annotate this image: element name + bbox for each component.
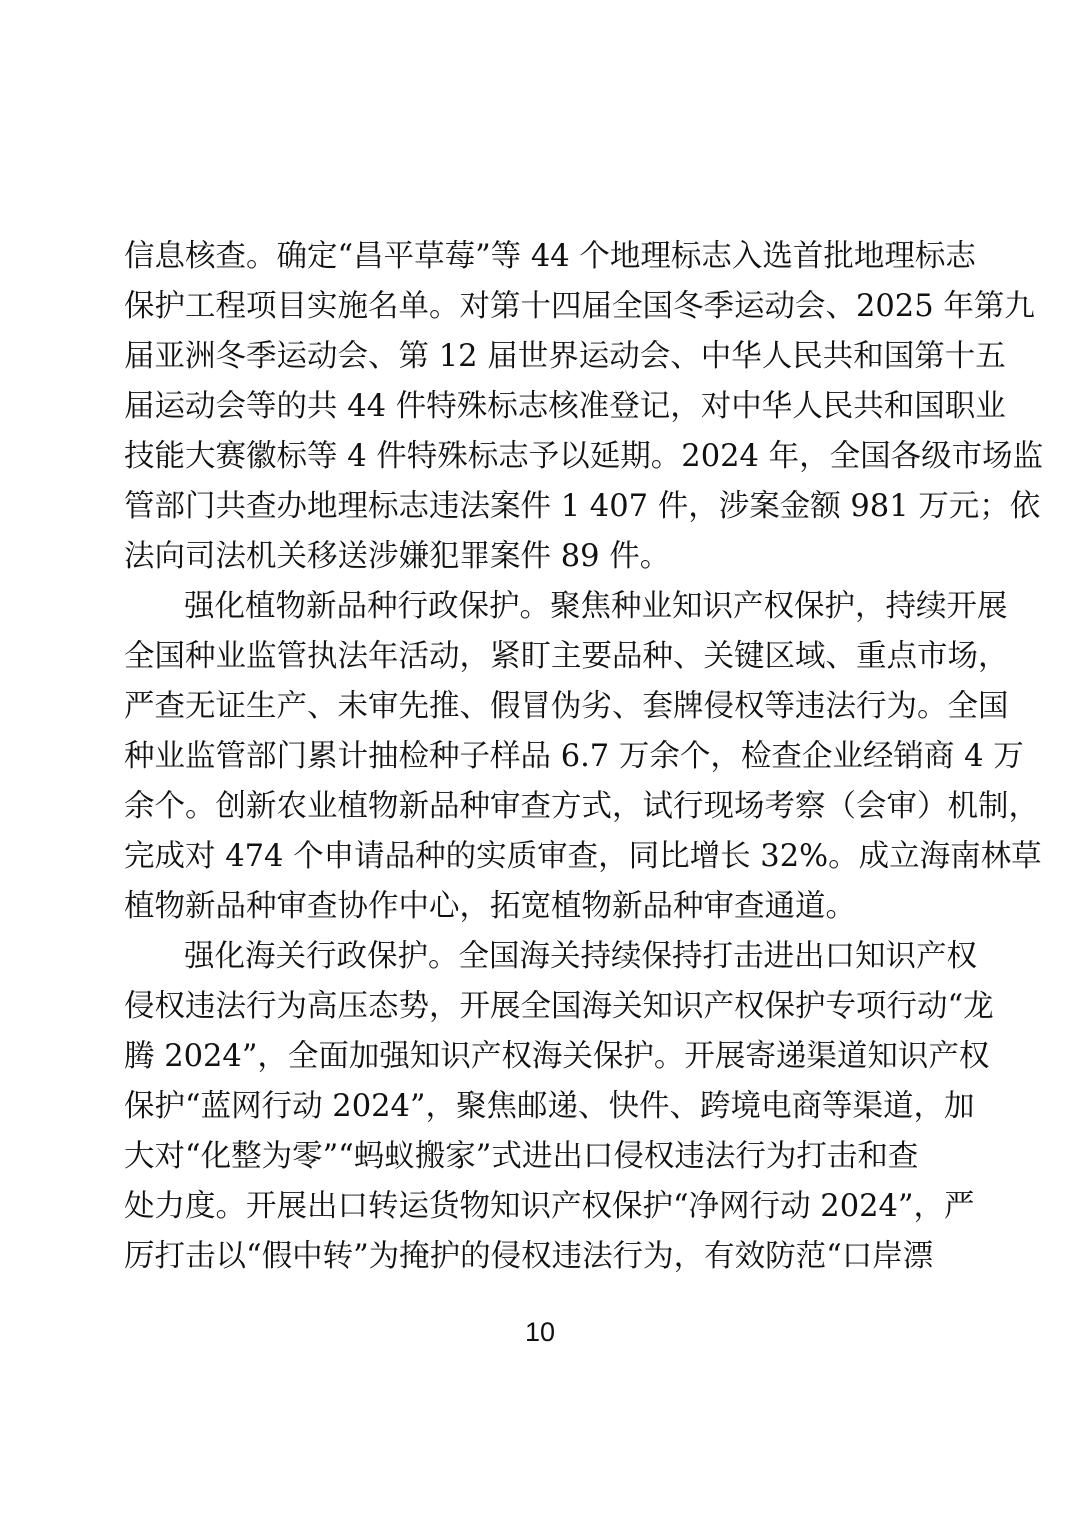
text-line: 大对“化整为零”“蚂蚁搬家”式进出口侵权违法行为打击和查	[124, 1139, 919, 1174]
page-number: 10	[524, 1317, 556, 1347]
text-line: 管部门共查办地理标志违法案件 1 407 件，涉案金额 981 万元；依	[124, 489, 1041, 524]
text-line: 种业监管部门累计抽检种子样品 6.7 万余个，检查企业经销商 4 万	[124, 739, 1024, 774]
paragraph-heading-line: 强化海关行政保护。全国海关持续保持打击进出口知识产权	[184, 939, 977, 974]
text-line: 法向司法机关移送涉嫌犯罪案件 89 件。	[124, 539, 671, 574]
text-line: 届运动会等的共 44 件特殊标志核准登记，对中华人民共和国职业	[124, 389, 1006, 424]
text-line: 处力度。开展出口转运货物知识产权保护“净网行动 2024”，严	[124, 1189, 975, 1224]
text-line: 技能大赛徽标等 4 件特殊标志予以延期。2024 年，全国各级市场监	[124, 439, 1044, 474]
text-line: 植物新品种审查协作中心，拓宽植物新品种审查通道。	[124, 889, 856, 924]
text-line: 完成对 474 个申请品种的实质审查，同比增长 32%。成立海南林草	[124, 839, 1042, 874]
text-line: 厉打击以“假中转”为掩护的侵权违法行为，有效防范“口岸漂	[124, 1239, 934, 1274]
text-line: 严查无证生产、未审先推、假冒伪劣、套牌侵权等违法行为。全国	[124, 689, 1009, 724]
text-line: 保护“蓝网行动 2024”，聚焦邮递、快件、跨境电商等渠道，加	[124, 1089, 975, 1124]
text-line: 侵权违法行为高压态势，开展全国海关知识产权保护专项行动“龙	[124, 989, 994, 1024]
text-line: 腾 2024”，全面加强知识产权海关保护。开展寄递渠道知识产权	[124, 1039, 990, 1074]
text-line: 届亚洲冬季运动会、第 12 届世界运动会、中华人民共和国第十五	[124, 339, 1006, 374]
text-line: 余个。创新农业植物新品种审查方式，试行现场考察（会审）机制，	[124, 789, 1039, 824]
text-line: 保护工程项目实施名单。对第十四届全国冬季运动会、2025 年第九	[124, 289, 1035, 324]
text-line: 全国种业监管执法年活动，紧盯主要品种、关键区域、重点市场，	[124, 639, 1009, 674]
paragraph-heading-line: 强化植物新品种行政保护。聚焦种业知识产权保护，持续开展	[184, 589, 1008, 624]
text-line: 信息核查。确定“昌平草莓”等 44 个地理标志入选首批地理标志	[124, 239, 976, 274]
